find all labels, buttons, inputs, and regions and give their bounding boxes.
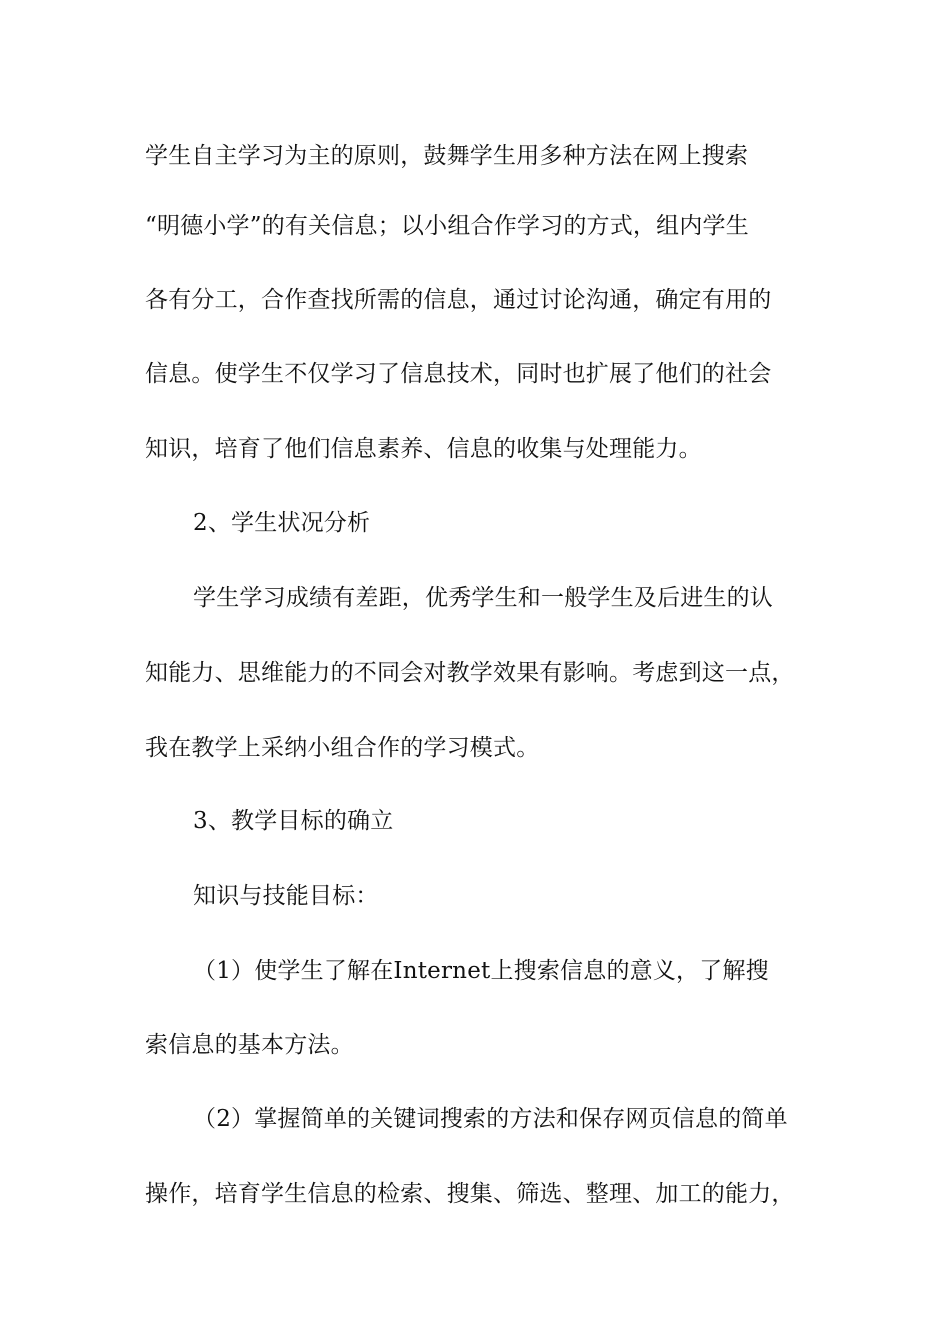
- paragraph-line: 信息。使学生不仅学习了信息技术，同时也扩展了他们的社会: [145, 361, 772, 387]
- section-heading: 2、学生状况分析: [193, 510, 371, 536]
- list-item-line: （2）掌握简单的关键词搜索的方法和保存网页信息的简单: [193, 1106, 788, 1132]
- paragraph-line: 学生学习成绩有差距，优秀学生和一般学生及后进生的认: [193, 585, 773, 611]
- list-item-line: 操作，培育学生信息的检索、搜集、筛选、整理、加工的能力，: [145, 1181, 795, 1207]
- section-heading: 3、教学目标的确立: [193, 808, 394, 834]
- list-item-line: 索信息的基本方法。: [145, 1032, 354, 1058]
- list-item-line: （1）使学生了解在Internet上搜索信息的意义，了解搜: [193, 958, 769, 984]
- paragraph-line: 我在教学上采纳小组合作的学习模式。: [145, 735, 540, 761]
- paragraph-line: 学生自主学习为主的原则，鼓舞学生用多种方法在网上搜索: [145, 143, 749, 169]
- paragraph-line: 知能力、思维能力的不同会对教学效果有影响。考虑到这一点，: [145, 660, 795, 686]
- paragraph-line: 知识，培育了他们信息素养、信息的收集与处理能力。: [145, 436, 702, 462]
- paragraph-line: “明德小学”的有关信息；以小组合作学习的方式，组内学生: [145, 213, 749, 239]
- paragraph-line: 知识与技能目标：: [193, 883, 379, 909]
- paragraph-line: 各有分工，合作查找所需的信息，通过讨论沟通，确定有用的: [145, 287, 772, 313]
